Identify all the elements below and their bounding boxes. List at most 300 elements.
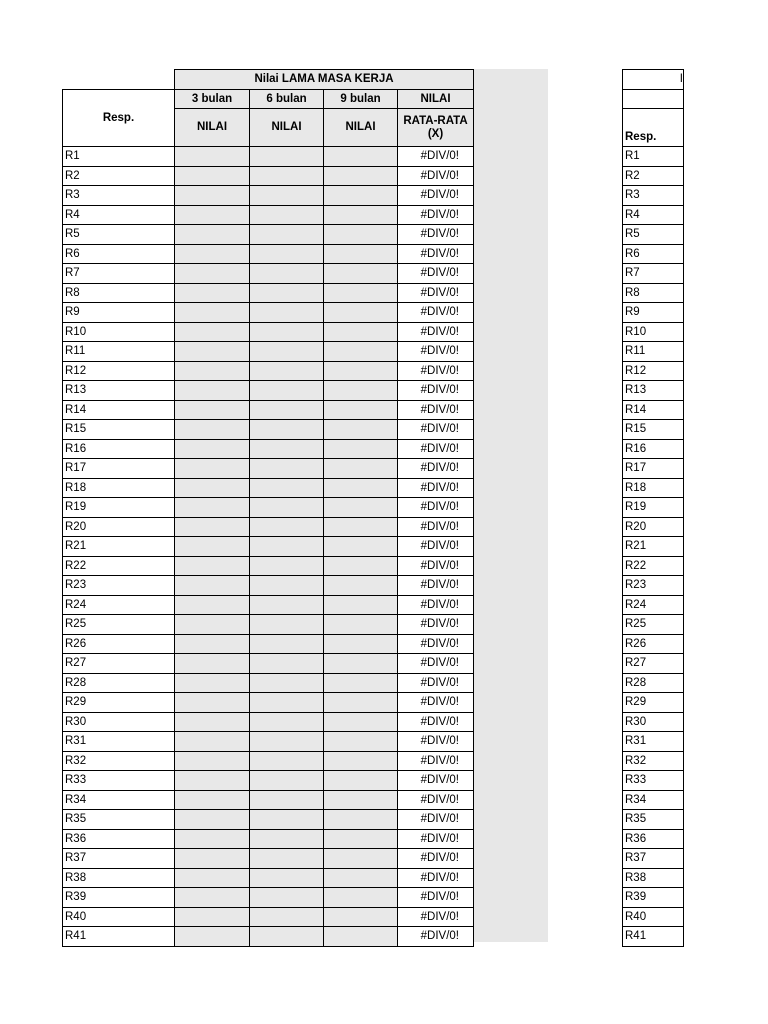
resp-id-cell[interactable]: R37 (63, 849, 175, 869)
score-cell[interactable] (250, 244, 324, 264)
header-blank-cell (63, 70, 175, 90)
score-cell[interactable] (175, 693, 250, 713)
score-cell[interactable] (324, 888, 398, 908)
score-cell[interactable] (250, 615, 324, 635)
resp-id-cell[interactable]: R18 (63, 478, 175, 498)
score-cell[interactable] (250, 459, 324, 479)
score-cell[interactable] (250, 927, 324, 947)
right-header-partial-cell[interactable]: I (623, 70, 684, 90)
table-row (63, 556, 474, 576)
resp-id-cell[interactable]: R18 (623, 478, 684, 498)
resp-id-cell[interactable]: R24 (623, 595, 684, 615)
resp-id-cell[interactable]: R6 (63, 244, 175, 264)
table-row (63, 439, 474, 459)
average-cell[interactable]: #DIV/0! (398, 420, 474, 440)
score-cell[interactable] (324, 147, 398, 167)
nilai-header[interactable]: NILAI (398, 89, 474, 109)
sub-header-nilai-2[interactable]: NILAI (250, 109, 324, 147)
resp-id-cell[interactable]: R29 (63, 693, 175, 713)
average-cell[interactable]: #DIV/0! (398, 751, 474, 771)
score-cell[interactable] (250, 907, 324, 927)
resp-id-cell[interactable]: R26 (63, 634, 175, 654)
score-cell[interactable] (250, 732, 324, 752)
table-row (63, 673, 474, 693)
average-cell[interactable]: #DIV/0! (398, 849, 474, 869)
average-cell[interactable]: #DIV/0! (398, 400, 474, 420)
resp-id-cell[interactable]: R9 (623, 303, 684, 323)
score-cell[interactable] (324, 244, 398, 264)
average-cell[interactable]: #DIV/0! (398, 361, 474, 381)
score-cell[interactable] (324, 556, 398, 576)
score-cell[interactable] (175, 342, 250, 362)
resp-id-cell[interactable]: R3 (623, 186, 684, 206)
score-cell[interactable] (324, 283, 398, 303)
score-cell[interactable] (324, 498, 398, 518)
resp-id-cell[interactable]: R22 (623, 556, 684, 576)
resp-id-cell[interactable]: R23 (623, 576, 684, 596)
average-cell[interactable]: #DIV/0! (398, 264, 474, 284)
resp-id-cell[interactable]: R16 (63, 439, 175, 459)
average-cell[interactable]: #DIV/0! (398, 322, 474, 342)
resp-id-cell[interactable]: R27 (623, 654, 684, 674)
average-cell[interactable]: #DIV/0! (398, 595, 474, 615)
average-cell[interactable]: #DIV/0! (398, 186, 474, 206)
score-cell[interactable] (250, 381, 324, 401)
resp-id-cell[interactable]: R34 (623, 790, 684, 810)
average-cell[interactable]: #DIV/0! (398, 537, 474, 557)
resp-id-cell[interactable]: R6 (623, 244, 684, 264)
score-cell[interactable] (175, 244, 250, 264)
table-row (63, 907, 474, 927)
score-cell[interactable] (250, 537, 324, 557)
resp-id-cell[interactable]: R9 (63, 303, 175, 323)
score-cell[interactable] (175, 381, 250, 401)
table-row (623, 459, 684, 479)
table-row (63, 381, 474, 401)
resp-id-cell[interactable]: R11 (63, 342, 175, 362)
resp-id-cell[interactable]: R41 (623, 927, 684, 947)
resp-id-cell[interactable]: R21 (623, 537, 684, 557)
score-cell[interactable] (324, 186, 398, 206)
table-row (63, 147, 474, 167)
average-cell[interactable]: #DIV/0! (398, 459, 474, 479)
resp-id-cell[interactable]: R35 (623, 810, 684, 830)
score-cell[interactable] (175, 888, 250, 908)
table-row (63, 849, 474, 869)
resp-id-cell[interactable]: R30 (623, 712, 684, 732)
score-cell[interactable] (175, 751, 250, 771)
average-cell[interactable]: #DIV/0! (398, 927, 474, 947)
resp-id-cell[interactable]: R15 (63, 420, 175, 440)
score-cell[interactable] (175, 459, 250, 479)
score-cell[interactable] (250, 420, 324, 440)
average-cell[interactable]: #DIV/0! (398, 517, 474, 537)
average-header[interactable] (398, 109, 474, 147)
resp-id-cell[interactable]: R2 (63, 166, 175, 186)
table-row (623, 907, 684, 927)
score-cell[interactable] (250, 283, 324, 303)
score-cell[interactable] (175, 322, 250, 342)
table-row (623, 556, 684, 576)
score-cell[interactable] (250, 849, 324, 869)
average-cell[interactable]: #DIV/0! (398, 556, 474, 576)
resp-id-cell[interactable]: R39 (63, 888, 175, 908)
score-cell[interactable] (175, 205, 250, 225)
score-cell[interactable] (175, 478, 250, 498)
average-cell[interactable]: #DIV/0! (398, 439, 474, 459)
score-cell[interactable] (175, 634, 250, 654)
score-cell[interactable] (324, 342, 398, 362)
score-cell[interactable] (324, 868, 398, 888)
score-cell[interactable] (250, 634, 324, 654)
resp-id-cell[interactable]: R38 (623, 868, 684, 888)
score-cell[interactable] (324, 771, 398, 791)
average-cell[interactable]: #DIV/0! (398, 283, 474, 303)
score-cell[interactable] (250, 147, 324, 167)
resp-id-cell[interactable]: R20 (63, 517, 175, 537)
table-row (63, 498, 474, 518)
score-cell[interactable] (324, 166, 398, 186)
right-header-empty-cell[interactable] (623, 89, 684, 109)
score-cell[interactable] (250, 186, 324, 206)
table-row (63, 205, 474, 225)
resp-id-cell[interactable]: R17 (63, 459, 175, 479)
score-cell[interactable] (324, 439, 398, 459)
score-cell[interactable] (250, 400, 324, 420)
score-cell[interactable] (324, 400, 398, 420)
resp-id-cell[interactable]: R19 (623, 498, 684, 518)
table-row (63, 790, 474, 810)
resp-id-cell[interactable]: R40 (63, 907, 175, 927)
score-cell[interactable] (175, 927, 250, 947)
table-row (63, 829, 474, 849)
score-cell[interactable] (250, 166, 324, 186)
score-cell[interactable] (324, 829, 398, 849)
score-cell[interactable] (250, 361, 324, 381)
resp-id-cell[interactable]: R39 (623, 888, 684, 908)
table-row (63, 186, 474, 206)
score-cell[interactable] (175, 907, 250, 927)
right-resp-header[interactable]: Resp. (623, 109, 684, 147)
resp-id-cell[interactable]: R3 (63, 186, 175, 206)
score-cell[interactable] (175, 868, 250, 888)
score-cell[interactable] (324, 615, 398, 635)
score-cell[interactable] (175, 166, 250, 186)
table-row (623, 732, 684, 752)
score-cell[interactable] (324, 927, 398, 947)
average-cell[interactable]: #DIV/0! (398, 576, 474, 596)
score-cell[interactable] (250, 810, 324, 830)
resp-id-cell[interactable]: R35 (63, 810, 175, 830)
score-cell[interactable] (324, 634, 398, 654)
resp-id-cell[interactable]: R32 (623, 751, 684, 771)
score-cell[interactable] (175, 498, 250, 518)
score-cell[interactable] (250, 342, 324, 362)
resp-id-cell[interactable]: R8 (623, 283, 684, 303)
score-cell[interactable] (175, 673, 250, 693)
score-cell[interactable] (175, 810, 250, 830)
score-cell[interactable] (175, 439, 250, 459)
average-cell[interactable]: #DIV/0! (398, 790, 474, 810)
resp-id-cell[interactable]: R21 (63, 537, 175, 557)
resp-id-cell[interactable]: R12 (63, 361, 175, 381)
score-cell[interactable] (250, 478, 324, 498)
score-cell[interactable] (250, 790, 324, 810)
score-cell[interactable] (324, 420, 398, 440)
score-cell[interactable] (324, 264, 398, 284)
score-cell[interactable] (250, 673, 324, 693)
score-cell[interactable] (250, 303, 324, 323)
resp-id-cell[interactable]: R23 (63, 576, 175, 596)
score-cell[interactable] (175, 420, 250, 440)
table-row (623, 868, 684, 888)
score-cell[interactable] (175, 712, 250, 732)
score-cell[interactable] (324, 225, 398, 245)
table-row (623, 420, 684, 440)
score-cell[interactable] (175, 186, 250, 206)
resp-id-cell[interactable]: R1 (63, 147, 175, 167)
score-cell[interactable] (175, 576, 250, 596)
table-row (63, 595, 474, 615)
score-cell[interactable] (175, 829, 250, 849)
resp-id-cell[interactable]: R31 (623, 732, 684, 752)
resp-id-cell[interactable]: R7 (623, 264, 684, 284)
resp-id-cell[interactable]: R30 (63, 712, 175, 732)
score-cell[interactable] (175, 771, 250, 791)
score-cell[interactable] (250, 888, 324, 908)
score-cell[interactable] (324, 361, 398, 381)
score-cell[interactable] (324, 595, 398, 615)
resp-id-cell[interactable]: R14 (623, 400, 684, 420)
period-header-9[interactable]: 9 bulan (324, 89, 398, 109)
score-cell[interactable] (175, 264, 250, 284)
score-cell[interactable] (324, 322, 398, 342)
score-cell[interactable] (324, 907, 398, 927)
resp-id-cell[interactable]: R11 (623, 342, 684, 362)
average-cell[interactable]: #DIV/0! (398, 342, 474, 362)
table-row (623, 244, 684, 264)
table-row (63, 361, 474, 381)
resp-id-cell[interactable]: R4 (623, 205, 684, 225)
resp-id-cell[interactable]: R22 (63, 556, 175, 576)
score-cell[interactable] (175, 595, 250, 615)
table-row (623, 225, 684, 245)
average-cell[interactable]: #DIV/0! (398, 166, 474, 186)
resp-id-cell[interactable]: R26 (623, 634, 684, 654)
score-cell[interactable] (324, 303, 398, 323)
score-cell[interactable] (250, 205, 324, 225)
score-cell[interactable] (250, 771, 324, 791)
score-cell[interactable] (250, 751, 324, 771)
resp-id-cell[interactable]: R1 (623, 147, 684, 167)
score-cell[interactable] (324, 790, 398, 810)
score-cell[interactable] (324, 517, 398, 537)
sub-header-nilai-1[interactable]: NILAI (175, 109, 250, 147)
table-row (63, 166, 474, 186)
resp-id-cell[interactable]: R8 (63, 283, 175, 303)
score-cell[interactable] (324, 459, 398, 479)
resp-id-cell[interactable]: R5 (623, 225, 684, 245)
resp-id-cell[interactable]: R15 (623, 420, 684, 440)
resp-id-cell[interactable]: R34 (63, 790, 175, 810)
resp-id-cell[interactable]: R24 (63, 595, 175, 615)
average-cell[interactable]: #DIV/0! (398, 712, 474, 732)
average-cell[interactable]: #DIV/0! (398, 693, 474, 713)
score-cell[interactable] (250, 654, 324, 674)
average-cell[interactable]: #DIV/0! (398, 244, 474, 264)
resp-id-cell[interactable]: R28 (63, 673, 175, 693)
average-cell[interactable]: #DIV/0! (398, 771, 474, 791)
resp-id-cell[interactable]: R27 (63, 654, 175, 674)
table-row (63, 342, 474, 362)
score-cell[interactable] (250, 693, 324, 713)
score-cell[interactable] (250, 868, 324, 888)
score-cell[interactable] (175, 849, 250, 869)
resp-id-cell[interactable]: R19 (63, 498, 175, 518)
resp-id-cell[interactable]: R13 (623, 381, 684, 401)
score-cell[interactable] (250, 264, 324, 284)
score-cell[interactable] (324, 205, 398, 225)
score-cell[interactable] (175, 732, 250, 752)
score-cell[interactable] (175, 303, 250, 323)
resp-id-cell[interactable]: R41 (63, 927, 175, 947)
score-cell[interactable] (250, 517, 324, 537)
resp-id-cell[interactable]: R20 (623, 517, 684, 537)
score-cell[interactable] (175, 615, 250, 635)
score-cell[interactable] (175, 517, 250, 537)
resp-id-cell[interactable]: R25 (623, 615, 684, 635)
table-row (63, 888, 474, 908)
table-row (63, 478, 474, 498)
table-row (63, 517, 474, 537)
resp-id-cell[interactable]: R40 (623, 907, 684, 927)
table-row (63, 420, 474, 440)
table-row (63, 771, 474, 791)
resp-id-cell[interactable]: R7 (63, 264, 175, 284)
score-cell[interactable] (175, 283, 250, 303)
score-cell[interactable] (324, 673, 398, 693)
average-cell[interactable]: #DIV/0! (398, 829, 474, 849)
score-cell[interactable] (250, 712, 324, 732)
score-cell[interactable] (175, 556, 250, 576)
group-header[interactable]: Nilai LAMA MASA KERJA (175, 70, 474, 90)
table-row (623, 576, 684, 596)
average-header-line2: (X) (427, 127, 444, 140)
score-cell[interactable] (324, 732, 398, 752)
average-cell[interactable]: #DIV/0! (398, 381, 474, 401)
score-cell[interactable] (175, 147, 250, 167)
sub-header-nilai-3[interactable]: NILAI (324, 109, 398, 147)
score-cell[interactable] (175, 790, 250, 810)
resp-id-cell[interactable]: R10 (63, 322, 175, 342)
resp-id-cell[interactable]: R4 (63, 205, 175, 225)
score-cell[interactable] (250, 829, 324, 849)
resp-id-cell[interactable]: R36 (623, 829, 684, 849)
resp-id-cell[interactable]: R29 (623, 693, 684, 713)
resp-id-cell[interactable]: R10 (623, 322, 684, 342)
average-cell[interactable]: #DIV/0! (398, 615, 474, 635)
resp-id-cell[interactable]: R31 (63, 732, 175, 752)
resp-id-cell[interactable]: R38 (63, 868, 175, 888)
score-cell[interactable] (250, 439, 324, 459)
average-cell[interactable]: #DIV/0! (398, 303, 474, 323)
table-row (63, 732, 474, 752)
score-cell[interactable] (324, 537, 398, 557)
table-row (63, 322, 474, 342)
score-cell[interactable] (324, 712, 398, 732)
average-cell[interactable]: #DIV/0! (398, 732, 474, 752)
table-row (623, 790, 684, 810)
score-cell[interactable] (175, 654, 250, 674)
average-cell[interactable]: #DIV/0! (398, 673, 474, 693)
score-cell[interactable] (250, 498, 324, 518)
score-cell[interactable] (250, 595, 324, 615)
score-cell[interactable] (250, 576, 324, 596)
resp-id-cell[interactable]: R25 (63, 615, 175, 635)
average-cell[interactable]: #DIV/0! (398, 147, 474, 167)
score-cell[interactable] (175, 361, 250, 381)
score-cell[interactable] (250, 225, 324, 245)
resp-id-cell[interactable]: R32 (63, 751, 175, 771)
resp-header[interactable]: Resp. (63, 89, 175, 147)
resp-id-cell[interactable]: R33 (623, 771, 684, 791)
average-cell[interactable]: #DIV/0! (398, 225, 474, 245)
average-cell[interactable]: #DIV/0! (398, 868, 474, 888)
resp-id-cell[interactable]: R37 (623, 849, 684, 869)
average-cell[interactable]: #DIV/0! (398, 205, 474, 225)
average-cell[interactable]: #DIV/0! (398, 907, 474, 927)
average-cell[interactable]: #DIV/0! (398, 810, 474, 830)
score-cell[interactable] (250, 322, 324, 342)
average-cell[interactable]: #DIV/0! (398, 634, 474, 654)
resp-id-cell[interactable]: R16 (623, 439, 684, 459)
score-cell[interactable] (324, 654, 398, 674)
resp-id-cell[interactable]: R17 (623, 459, 684, 479)
period-header-3[interactable]: 3 bulan (175, 89, 250, 109)
score-cell[interactable] (175, 537, 250, 557)
score-cell[interactable] (324, 693, 398, 713)
period-header-6[interactable]: 6 bulan (250, 89, 324, 109)
resp-id-cell[interactable]: R2 (623, 166, 684, 186)
resp-id-cell[interactable]: R13 (63, 381, 175, 401)
resp-id-cell[interactable]: R14 (63, 400, 175, 420)
average-cell[interactable]: #DIV/0! (398, 478, 474, 498)
resp-id-cell[interactable]: R33 (63, 771, 175, 791)
score-cell[interactable] (324, 849, 398, 869)
score-cell[interactable] (324, 810, 398, 830)
table-row (623, 166, 684, 186)
score-cell[interactable] (175, 225, 250, 245)
average-cell[interactable]: #DIV/0! (398, 888, 474, 908)
score-cell[interactable] (324, 576, 398, 596)
table-row (63, 927, 474, 947)
resp-id-cell[interactable]: R28 (623, 673, 684, 693)
score-cell[interactable] (324, 381, 398, 401)
score-cell[interactable] (250, 556, 324, 576)
score-cell[interactable] (324, 751, 398, 771)
table-row (63, 868, 474, 888)
average-cell[interactable]: #DIV/0! (398, 654, 474, 674)
table-row (623, 342, 684, 362)
resp-id-cell[interactable]: R12 (623, 361, 684, 381)
score-cell[interactable] (175, 400, 250, 420)
score-cell[interactable] (324, 478, 398, 498)
table-row (623, 849, 684, 869)
average-cell[interactable]: #DIV/0! (398, 498, 474, 518)
resp-id-cell[interactable]: R5 (63, 225, 175, 245)
resp-id-cell[interactable]: R36 (63, 829, 175, 849)
table-row (623, 381, 684, 401)
